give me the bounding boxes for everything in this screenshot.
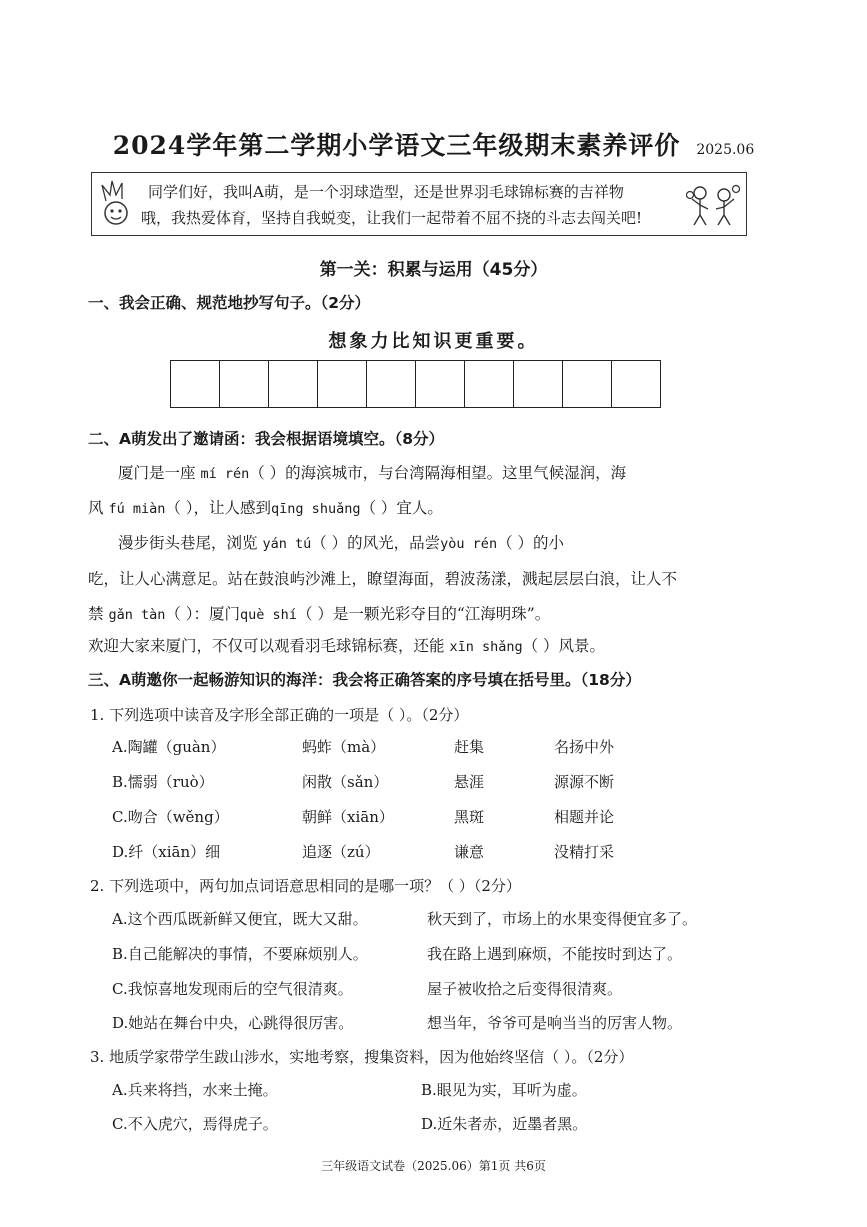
pinyin: mí rén: [200, 466, 250, 482]
q2-option-d-sentence2: 想当年，爷爷可是响当当的厉害人物。: [427, 1014, 683, 1032]
shuttlecock-mascot-icon: [98, 179, 138, 227]
title-text: 2024学年第二学期小学语文三年级期末素养评价: [112, 131, 681, 160]
passage-line-6: [88, 634, 605, 656]
text: 厦门是一座: [118, 464, 196, 482]
q1-option-c-word4: 相题并论: [554, 808, 615, 826]
writing-cell[interactable]: [563, 361, 612, 407]
text: 漫步街头巷尾，浏览: [118, 534, 258, 552]
writing-grid[interactable]: [170, 360, 661, 408]
question-1: 1. 下列选项中读音及字形全部正确的一项是（ ）。（2分）: [90, 706, 469, 724]
q3-option-d[interactable]: D.近朱者赤，近墨者黑。: [421, 1115, 588, 1133]
q1-option-d-word3: 谦意: [454, 843, 485, 861]
q1-option-c-word2: 朝鲜（xiān）: [302, 808, 394, 826]
text-with-blank[interactable]: （ ）是一颗光彩夺目的“江海明珠”。: [296, 605, 551, 623]
q2-option-b-sentence2: 我在路上遇到麻烦，不能按时到达了。: [427, 945, 683, 963]
text-with-blank[interactable]: （ ）的风光，品尝: [311, 534, 441, 552]
text: 禁: [88, 605, 104, 623]
writing-cell[interactable]: [416, 361, 465, 407]
writing-cell[interactable]: [612, 361, 660, 407]
pinyin: yán tú: [262, 536, 312, 552]
pinyin: gǎn tàn: [108, 607, 166, 623]
q1-option-d-word4: 没精打采: [554, 843, 615, 861]
text: 风: [88, 499, 104, 517]
pinyin: yòu rén: [440, 536, 498, 552]
passage-line-2: [88, 496, 443, 518]
q2-option-a-sentence2: 秋天到了，市场上的水果变得便宜多了。: [427, 910, 698, 928]
pinyin: qīng shuǎng: [271, 501, 361, 517]
q3-option-a[interactable]: A.兵来将挡，水来土掩。: [112, 1081, 278, 1099]
q1-option-b-word4: 源源不断: [554, 773, 615, 791]
section-1-heading: 一、我会正确、规范地抄写句子。（2分）: [88, 294, 371, 312]
q2-option-c-sentence2: 屋子被收拾之后变得很清爽。: [427, 980, 623, 998]
q2-option-c[interactable]: C.我惊喜地发现雨后的空气很清爽。: [112, 980, 353, 998]
q1-option-a-word4: 名扬中外: [554, 738, 615, 756]
q1-option-a-word2: 蚂蚱（mà）: [302, 738, 386, 756]
text-with-blank[interactable]: （ ）的小: [497, 534, 565, 552]
section-2-heading: 二、A萌发出了邀请函：我会根据语境填空。（8分）: [88, 430, 445, 448]
passage-line-1: [118, 461, 626, 483]
passage-line-5: [88, 602, 550, 624]
writing-cell[interactable]: [318, 361, 367, 407]
q3-option-c[interactable]: C.不入虎穴，焉得虎子。: [112, 1115, 278, 1133]
text-with-blank[interactable]: （ ）宜人。: [360, 499, 443, 517]
pinyin: xīn shǎng: [449, 639, 523, 655]
page-footer: 三年级语文试卷（2025.06）第1页 共6页: [321, 1159, 546, 1173]
badminton-players-icon: [686, 179, 740, 229]
passage-line-4: 吃，让人心满意足。站在鼓浪屿沙滩上，瞭望海面，碧波荡漾，溅起层层白浪，让人不: [88, 570, 678, 588]
banner-line-2: 哦，我热爱体育，坚持自我蜕变，让我们一起带着不屈不挠的斗志去闯关吧!: [141, 209, 643, 227]
q3-option-b[interactable]: B.眼见为实，耳听为虚。: [421, 1081, 587, 1099]
text-with-blank[interactable]: （ ），让人感到: [165, 499, 272, 517]
text-with-blank[interactable]: （ ）：厦门: [165, 605, 241, 623]
banner-line-1: 同学们好，我叫A萌，是一个羽球造型，还是世界羽毛球锦标赛的吉祥物: [148, 183, 624, 201]
q1-option-a-word3: 赶集: [454, 738, 485, 756]
q1-option-d[interactable]: D.纤（xiān）细: [112, 843, 221, 861]
q1-option-a[interactable]: A.陶罐（guàn）: [112, 738, 226, 756]
question-2: 2. 下列选项中，两句加点词语意思相同的是哪一项？（ ）（2分）: [90, 877, 521, 895]
section-3-heading: 三、A萌邀你一起畅游知识的海洋：我会将正确答案的序号填在括号里。（18分）: [88, 671, 641, 689]
text-with-blank[interactable]: （ ）的海滨城市，与台湾隔海相望。这里气候湿润，海: [249, 464, 627, 482]
q1-option-c[interactable]: C.吻合（wěng）: [112, 808, 229, 826]
writing-cell[interactable]: [465, 361, 514, 407]
text: 欢迎大家来厦门，不仅可以观看羽毛球锦标赛，还能: [88, 637, 445, 655]
writing-cell[interactable]: [514, 361, 563, 407]
q2-option-a[interactable]: A.这个西瓜既新鲜又便宜，既大又甜。: [112, 910, 368, 928]
question-3: 3. 地质学家带学生跋山涉水，实地考察，搜集资料，因为他始终坚信（ ）。（2分）: [90, 1048, 634, 1066]
passage-line-3: [118, 531, 564, 553]
mascot-banner: [91, 172, 747, 236]
pinyin: què shí: [240, 607, 297, 623]
writing-cell[interactable]: [220, 361, 269, 407]
q2-option-b[interactable]: B.自己能解决的事情，不要麻烦别人。: [112, 945, 368, 963]
q1-option-d-word2: 追逐（zú）: [302, 843, 380, 861]
writing-cell[interactable]: [367, 361, 416, 407]
pinyin: fú miàn: [108, 501, 166, 517]
stage-heading: 第一关：积累与运用（45分）: [319, 260, 548, 280]
q2-option-d[interactable]: D.她站在舞台中央，心跳得很厉害。: [112, 1014, 354, 1032]
q1-option-b-word3: 悬涯: [454, 773, 485, 791]
copy-sentence: 想象力比知识更重要。: [328, 331, 539, 352]
writing-cell[interactable]: [171, 361, 220, 407]
q1-option-b[interactable]: B.懦弱（ruò）: [112, 773, 214, 791]
q1-option-b-word2: 闲散（sǎn）: [302, 773, 389, 791]
text-with-blank[interactable]: （ ）风景。: [522, 637, 606, 655]
writing-cell[interactable]: [269, 361, 318, 407]
page-title: [0, 126, 867, 162]
q1-option-c-word3: 黑斑: [454, 808, 485, 826]
exam-date: 2025.06: [696, 142, 755, 158]
